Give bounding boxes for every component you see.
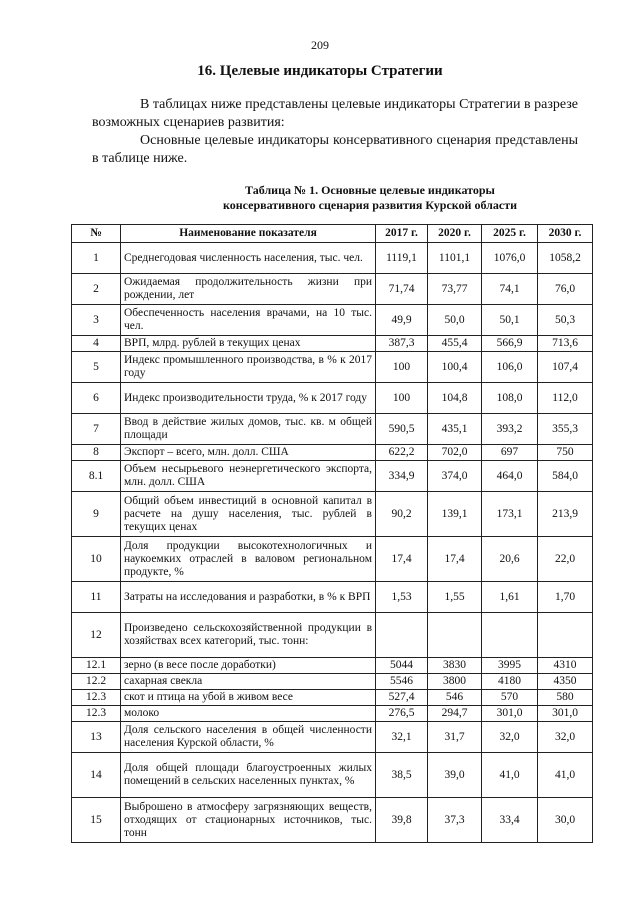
row-name: Произведено сельскохозяйственной продукции в хозяйствах всех категорий, тыс. тонн: — [121, 613, 376, 658]
value-2025: 697 — [482, 445, 538, 461]
row-name: скот и птица на убой в живом весе — [121, 690, 376, 706]
row-num: 2 — [72, 274, 121, 305]
header-2020: 2020 г. — [428, 225, 482, 243]
value-2025: 106,0 — [482, 352, 538, 383]
row-name: Объем несырьевого неэнергетического экспорта, млн. долл. США — [121, 461, 376, 492]
row-name: Выброшено в атмосферу загрязняющих веществ, отходящих от стационарных источников, тыс. тонн — [121, 798, 376, 843]
value-2017: 38,5 — [376, 753, 428, 798]
table-intro-paragraph: Основные целевые индикаторы консервативного сценария представлены в таблице ниже. — [92, 133, 578, 166]
row-num: 7 — [72, 414, 121, 445]
value-2017: 100 — [376, 352, 428, 383]
header-name: Наименование показателя — [121, 225, 376, 243]
row-num: 12.2 — [72, 674, 121, 690]
value-2020: 3830 — [428, 658, 482, 674]
table-caption-line1: Таблица № 1. Основные целевые индикаторы — [245, 183, 495, 197]
value-2030: 22,0 — [538, 537, 593, 582]
row-num: 14 — [72, 753, 121, 798]
value-2020: 50,0 — [428, 305, 482, 336]
value-2025: 566,9 — [482, 336, 538, 352]
row-num: 8.1 — [72, 461, 121, 492]
value-2017: 5546 — [376, 674, 428, 690]
value-2030: 30,0 — [538, 798, 593, 843]
table-row — [72, 722, 593, 753]
page-number: 209 — [311, 38, 329, 52]
intro-paragraph: В таблицах ниже представлены целевые индикаторы Стратегии в разрезе возможных сценариев развития: — [92, 97, 578, 130]
row-num: 13 — [72, 722, 121, 753]
value-2030: 355,3 — [538, 414, 593, 445]
value-2025: 41,0 — [482, 753, 538, 798]
row-name: Индекс производительности труда, % к 2017 году — [121, 383, 376, 414]
value-2030: 41,0 — [538, 753, 593, 798]
row-num: 11 — [72, 582, 121, 613]
row-num: 6 — [72, 383, 121, 414]
value-2017: 39,8 — [376, 798, 428, 843]
row-name: Затраты на исследования и разработки, в % к ВРП — [121, 582, 376, 613]
value-2030: 76,0 — [538, 274, 593, 305]
table-row — [72, 336, 593, 352]
value-2017: 1119,1 — [376, 243, 428, 274]
value-2025: 33,4 — [482, 798, 538, 843]
value-2020: 1,55 — [428, 582, 482, 613]
table-row — [72, 798, 593, 843]
value-2017: 622,2 — [376, 445, 428, 461]
value-2017: 71,74 — [376, 274, 428, 305]
value-2020: 3800 — [428, 674, 482, 690]
value-2017: 90,2 — [376, 492, 428, 537]
value-2030: 584,0 — [538, 461, 593, 492]
value-2030: 107,4 — [538, 352, 593, 383]
value-2025: 108,0 — [482, 383, 538, 414]
value-2025: 173,1 — [482, 492, 538, 537]
value-2020: 104,8 — [428, 383, 482, 414]
header-2017: 2017 г. — [376, 225, 428, 243]
row-num: 4 — [72, 336, 121, 352]
value-2030 — [538, 613, 593, 658]
value-2020: 100,4 — [428, 352, 482, 383]
value-2030: 32,0 — [538, 722, 593, 753]
row-num: 12.1 — [72, 658, 121, 674]
value-2017: 1,53 — [376, 582, 428, 613]
value-2025: 301,0 — [482, 706, 538, 722]
table-row — [72, 582, 593, 613]
value-2020: 39,0 — [428, 753, 482, 798]
value-2030: 4310 — [538, 658, 593, 674]
row-num: 10 — [72, 537, 121, 582]
table-caption-line2: консервативного сценария развития Курской области — [222, 198, 518, 212]
table-row — [72, 492, 593, 537]
row-name: Общий объем инвестиций в основной капитал в расчете на душу населения, тыс. рублей в текущих ценах — [121, 492, 376, 537]
table-row — [72, 613, 593, 658]
value-2020: 294,7 — [428, 706, 482, 722]
table-row — [72, 243, 593, 274]
value-2030: 580 — [538, 690, 593, 706]
row-name: ВРП, млрд. рублей в текущих ценах — [121, 336, 376, 352]
value-2025 — [482, 613, 538, 658]
value-2020: 455,4 — [428, 336, 482, 352]
table-row — [72, 445, 593, 461]
value-2025: 50,1 — [482, 305, 538, 336]
row-name: молоко — [121, 706, 376, 722]
value-2030: 50,3 — [538, 305, 593, 336]
row-num: 12.3 — [72, 690, 121, 706]
row-name: Экспорт – всего, млн. долл. США — [121, 445, 376, 461]
value-2025: 3995 — [482, 658, 538, 674]
value-2017: 49,9 — [376, 305, 428, 336]
header-num: № — [72, 225, 121, 243]
value-2025: 464,0 — [482, 461, 538, 492]
table-row — [72, 383, 593, 414]
value-2017: 5044 — [376, 658, 428, 674]
table-row — [72, 274, 593, 305]
row-num: 8 — [72, 445, 121, 461]
header-2025: 2025 г. — [482, 225, 538, 243]
row-name: Среднегодовая численность населения, тыс. чел. — [121, 243, 376, 274]
row-num: 9 — [72, 492, 121, 537]
value-2025: 393,2 — [482, 414, 538, 445]
value-2017: 527,4 — [376, 690, 428, 706]
table-row — [72, 658, 593, 674]
value-2030: 213,9 — [538, 492, 593, 537]
table-row — [72, 674, 593, 690]
value-2020: 17,4 — [428, 537, 482, 582]
value-2030: 1058,2 — [538, 243, 593, 274]
row-num: 15 — [72, 798, 121, 843]
row-name: Ввод в действие жилых домов, тыс. кв. м общей площади — [121, 414, 376, 445]
value-2030: 1,70 — [538, 582, 593, 613]
value-2017: 387,3 — [376, 336, 428, 352]
row-name: сахарная свекла — [121, 674, 376, 690]
header-2030: 2030 г. — [538, 225, 593, 243]
table-row — [72, 753, 593, 798]
value-2020 — [428, 613, 482, 658]
value-2017: 276,5 — [376, 706, 428, 722]
value-2020: 139,1 — [428, 492, 482, 537]
table-row — [72, 690, 593, 706]
value-2025: 1076,0 — [482, 243, 538, 274]
row-name: зерно (в весе после доработки) — [121, 658, 376, 674]
value-2025: 4180 — [482, 674, 538, 690]
value-2020: 374,0 — [428, 461, 482, 492]
value-2020: 702,0 — [428, 445, 482, 461]
value-2030: 112,0 — [538, 383, 593, 414]
table-row — [72, 414, 593, 445]
value-2020: 1101,1 — [428, 243, 482, 274]
table-row — [72, 706, 593, 722]
row-num: 5 — [72, 352, 121, 383]
row-name: Доля сельского населения в общей численности населения Курской области, % — [121, 722, 376, 753]
value-2030: 4350 — [538, 674, 593, 690]
table-header-row — [72, 225, 593, 243]
value-2020: 435,1 — [428, 414, 482, 445]
indicators-table — [71, 224, 593, 843]
value-2020: 31,7 — [428, 722, 482, 753]
table-row — [72, 461, 593, 492]
value-2017: 17,4 — [376, 537, 428, 582]
value-2025: 1,61 — [482, 582, 538, 613]
row-name: Обеспеченность населения врачами, на 10 тыс. чел. — [121, 305, 376, 336]
value-2020: 546 — [428, 690, 482, 706]
row-num: 12 — [72, 613, 121, 658]
value-2017: 334,9 — [376, 461, 428, 492]
row-num: 1 — [72, 243, 121, 274]
row-name: Доля продукции высокотехнологичных и наукоемких отраслей в валовом региональном продукте, % — [121, 537, 376, 582]
value-2025: 32,0 — [482, 722, 538, 753]
section-title: 16. Целевые индикаторы Стратегии — [197, 63, 443, 79]
row-num: 12.3 — [72, 706, 121, 722]
value-2030: 750 — [538, 445, 593, 461]
value-2030: 301,0 — [538, 706, 593, 722]
row-num: 3 — [72, 305, 121, 336]
row-name: Индекс промышленного производства, в % к 2017 году — [121, 352, 376, 383]
value-2017 — [376, 613, 428, 658]
row-name: Доля общей площади благоустроенных жилых помещений в сельских населенных пунктах, % — [121, 753, 376, 798]
table-row — [72, 537, 593, 582]
value-2017: 32,1 — [376, 722, 428, 753]
table-row — [72, 352, 593, 383]
value-2025: 570 — [482, 690, 538, 706]
row-name: Ожидаемая продолжительность жизни при рождении, лет — [121, 274, 376, 305]
value-2025: 74,1 — [482, 274, 538, 305]
table-caption — [150, 183, 590, 213]
value-2020: 73,77 — [428, 274, 482, 305]
value-2017: 590,5 — [376, 414, 428, 445]
value-2020: 37,3 — [428, 798, 482, 843]
table-row — [72, 305, 593, 336]
value-2025: 20,6 — [482, 537, 538, 582]
value-2017: 100 — [376, 383, 428, 414]
value-2030: 713,6 — [538, 336, 593, 352]
